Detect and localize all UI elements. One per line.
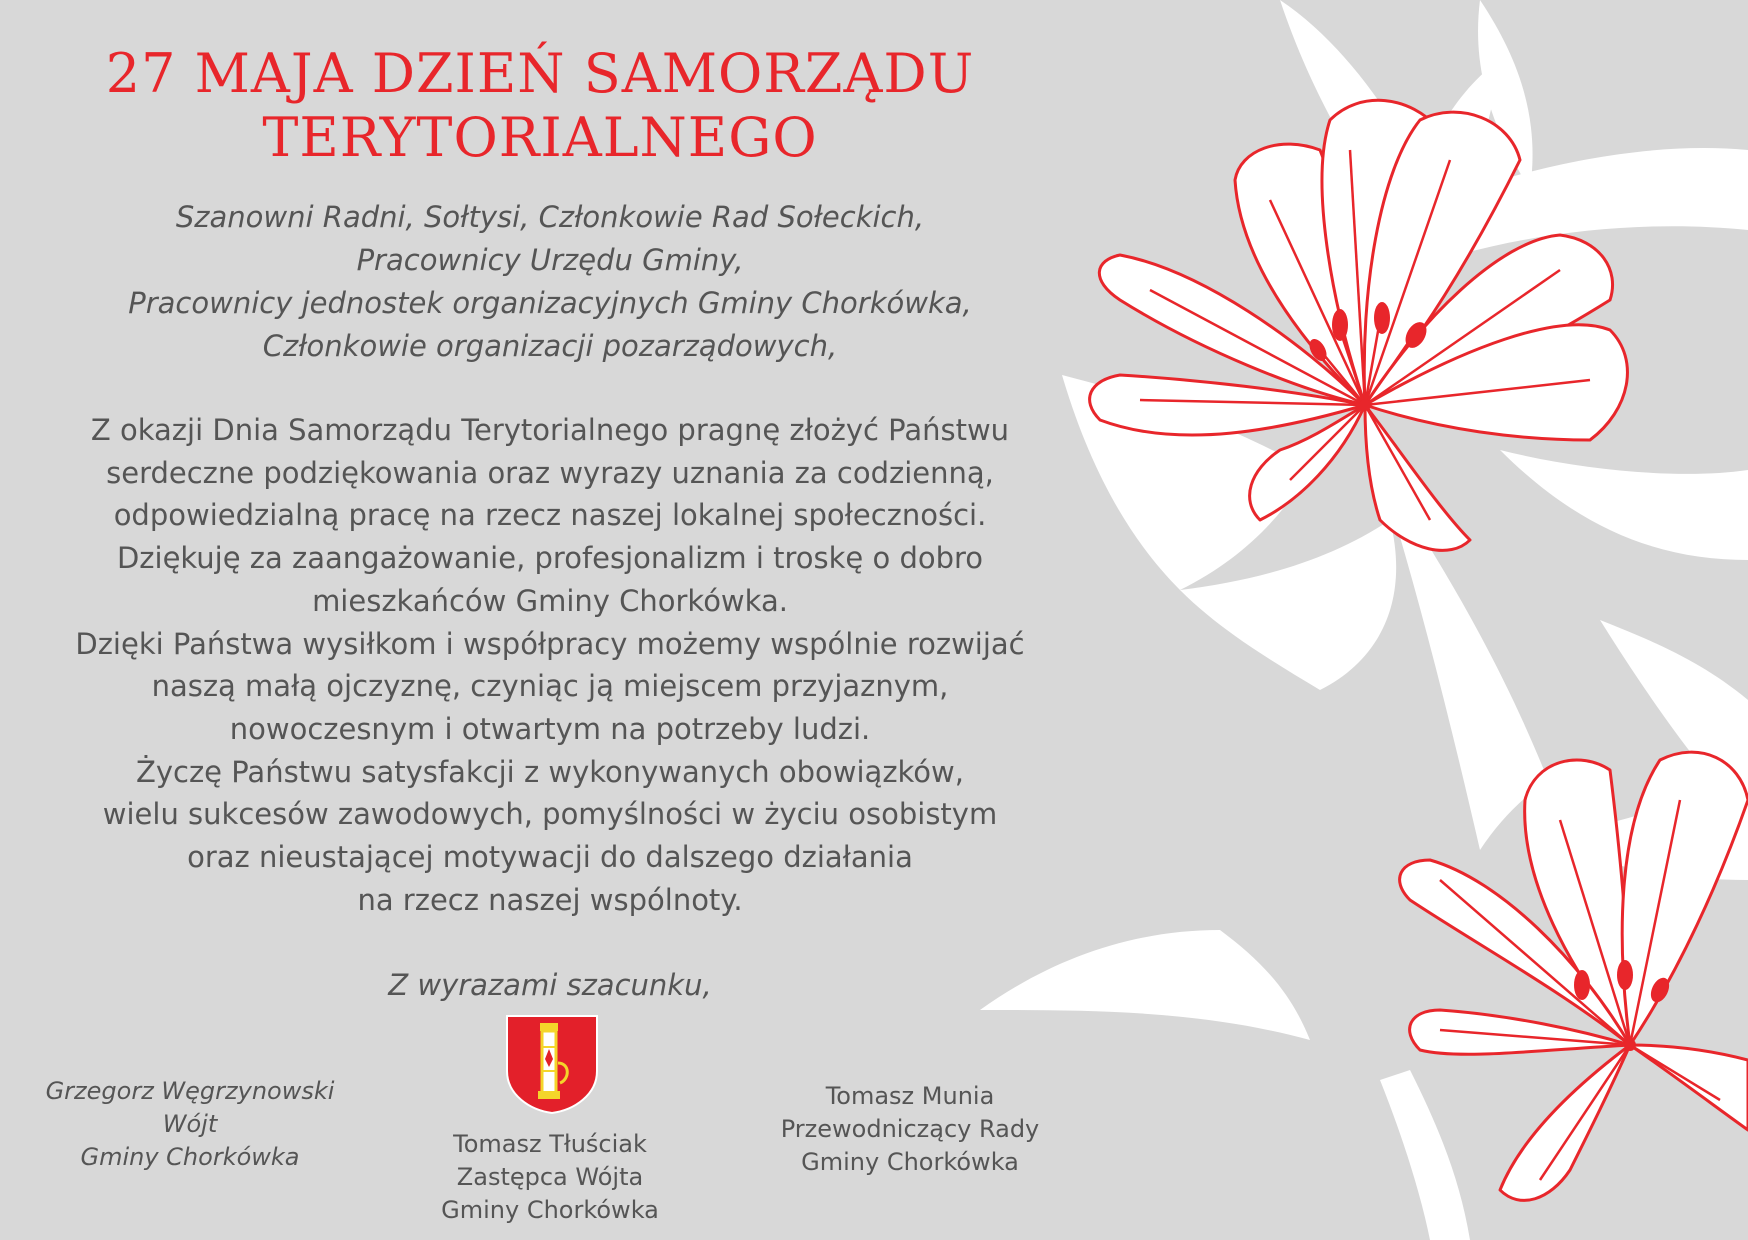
body-line: wielu sukcesów zawodowych, pomyślności w życiu osobistym bbox=[102, 797, 998, 832]
body-line: Z okazji Dnia Samorządu Terytorialnego pragnę złożyć Państwu bbox=[90, 413, 1010, 447]
page-title bbox=[40, 42, 1040, 170]
body-line: naszą małą ojczyznę, czyniąc ją miejscem przyjaznym, bbox=[151, 669, 949, 704]
body-line: na rzecz naszej wspólnoty. bbox=[357, 882, 743, 917]
body-line: mieszkańców Gminy Chorkówka. bbox=[312, 583, 788, 618]
body-line: Dzięki Państwa wysiłkom i współpracy możemy wspólnie rozwijać bbox=[75, 626, 1025, 661]
message-body bbox=[30, 409, 1070, 921]
greeting-line: Pracownicy jednostek organizacyjnych Gminy Chorkówka, bbox=[128, 286, 972, 320]
signature-office: Gminy Chorkówka bbox=[80, 1143, 300, 1171]
signature-role: Przewodniczący Rady bbox=[780, 1115, 1040, 1143]
greeting-line: Członkowie organizacji pozarządowych, bbox=[262, 329, 838, 363]
signature-deputy bbox=[400, 1128, 700, 1227]
body-line: oraz nieustającej motywacji do dalszego działania bbox=[187, 840, 913, 875]
signature-office: Gminy Chorkówka bbox=[801, 1148, 1019, 1176]
lower-flower bbox=[1400, 752, 1748, 1200]
body-line: nowoczesnym i otwartym na potrzeby ludzi. bbox=[229, 711, 871, 746]
greeting-line: Szanowni Radni, Sołtysi, Członkowie Rad Sołeckich, bbox=[175, 200, 925, 234]
signature-name: Grzegorz Węgrzynowski bbox=[45, 1077, 335, 1105]
coat-of-arms-icon bbox=[504, 1013, 600, 1115]
greeting-block bbox=[40, 196, 1060, 368]
body-line: Dziękuję za zaangażowanie, profesjonalizm i troskę o dobro bbox=[116, 541, 984, 576]
signature-wojt bbox=[25, 1075, 355, 1174]
closing-phrase: Z wyrazami szacunku, bbox=[388, 968, 712, 1002]
body-line: serdeczne podziękowania oraz wyrazy uznania za codzienną, bbox=[106, 455, 994, 490]
signature-name: Tomasz Tłuściak bbox=[453, 1130, 647, 1158]
body-line: Życzę Państwu satysfakcji z wykonywanych obowiązków, bbox=[135, 754, 964, 789]
signature-role: Wójt bbox=[162, 1110, 218, 1138]
title-line-2: TERYTORIALNEGO bbox=[262, 106, 818, 169]
greeting-line: Pracownicy Urzędu Gminy, bbox=[356, 243, 744, 277]
title-line-1: 27 MAJA DZIEŃ SAMORZĄDU bbox=[105, 42, 975, 105]
signature-council-chair bbox=[760, 1080, 1060, 1179]
body-line: odpowiedzialną pracę na rzecz naszej lokalnej społeczności. bbox=[113, 498, 987, 533]
signature-role: Zastępca Wójta bbox=[456, 1163, 644, 1191]
signature-office: Gminy Chorkówka bbox=[441, 1196, 659, 1224]
signature-name: Tomasz Munia bbox=[825, 1082, 995, 1110]
